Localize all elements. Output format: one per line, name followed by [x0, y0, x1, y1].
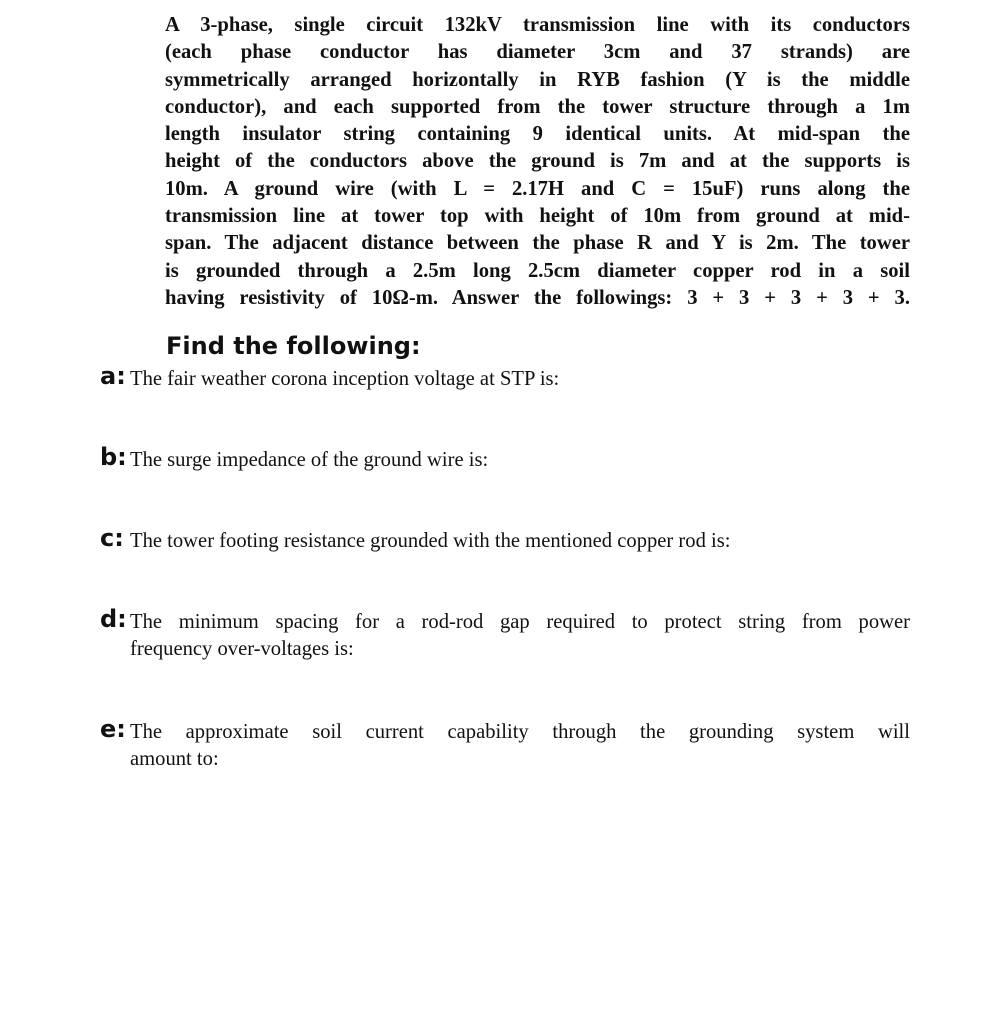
- question-text: The minimum spacing for a rod-rod gap required to protect string from power: [130, 611, 910, 633]
- problem-line: 10m. A ground wire (with L = 2.17H and C = 15uF) runs along the: [165, 177, 910, 200]
- question-text: The tower footing resistance grounded with the mentioned copper rod is:: [130, 530, 731, 552]
- question-a: [100, 362, 910, 393]
- problem-statement: [165, 12, 910, 312]
- question-text: amount to:: [130, 748, 219, 770]
- question-text: The approximate soil current capability through the grounding system will: [130, 721, 910, 743]
- question-letter: a:: [100, 362, 126, 390]
- problem-line: is grounded through a 2.5m long 2.5cm diameter copper rod in a soil: [165, 259, 910, 282]
- question-text: frequency over-voltages is:: [130, 638, 354, 660]
- problem-line: A 3-phase, single circuit 132kV transmission line with its conductors: [165, 14, 910, 36]
- problem-line: length insulator string containing 9 identical units. At mid-span the: [165, 123, 910, 146]
- problem-line: (each phase conductor has diameter 3cm and 37 strands) are: [165, 41, 910, 64]
- question-text: The fair weather corona inception voltage at STP is:: [130, 368, 560, 390]
- question-e: [100, 715, 910, 773]
- problem-line: span. The adjacent distance between the phase R and Y is 2m. The tower: [165, 232, 910, 255]
- section-heading: Find the following:: [166, 332, 421, 360]
- problem-line: symmetrically arranged horizontally in RYB fashion (Y is the middle: [165, 68, 910, 91]
- problem-line: conductor), and each supported from the tower structure through a 1m: [165, 95, 910, 118]
- question-b: [100, 443, 910, 474]
- problem-line: having resistivity of 10Ω-m. Answer the followings: 3 + 3 + 3 + 3 + 3.: [165, 286, 910, 309]
- question-letter: b:: [100, 443, 127, 471]
- question-text: The surge impedance of the ground wire is:: [130, 449, 489, 471]
- question-letter: c:: [100, 524, 124, 552]
- problem-line: transmission line at tower top with height of 10m from ground at mid-: [165, 205, 910, 228]
- question-d: [100, 605, 910, 663]
- question-c: [100, 524, 910, 555]
- question-letter: d:: [100, 605, 127, 633]
- problem-line: height of the conductors above the ground is 7m and at the supports is: [165, 150, 910, 173]
- question-letter: e:: [100, 715, 126, 743]
